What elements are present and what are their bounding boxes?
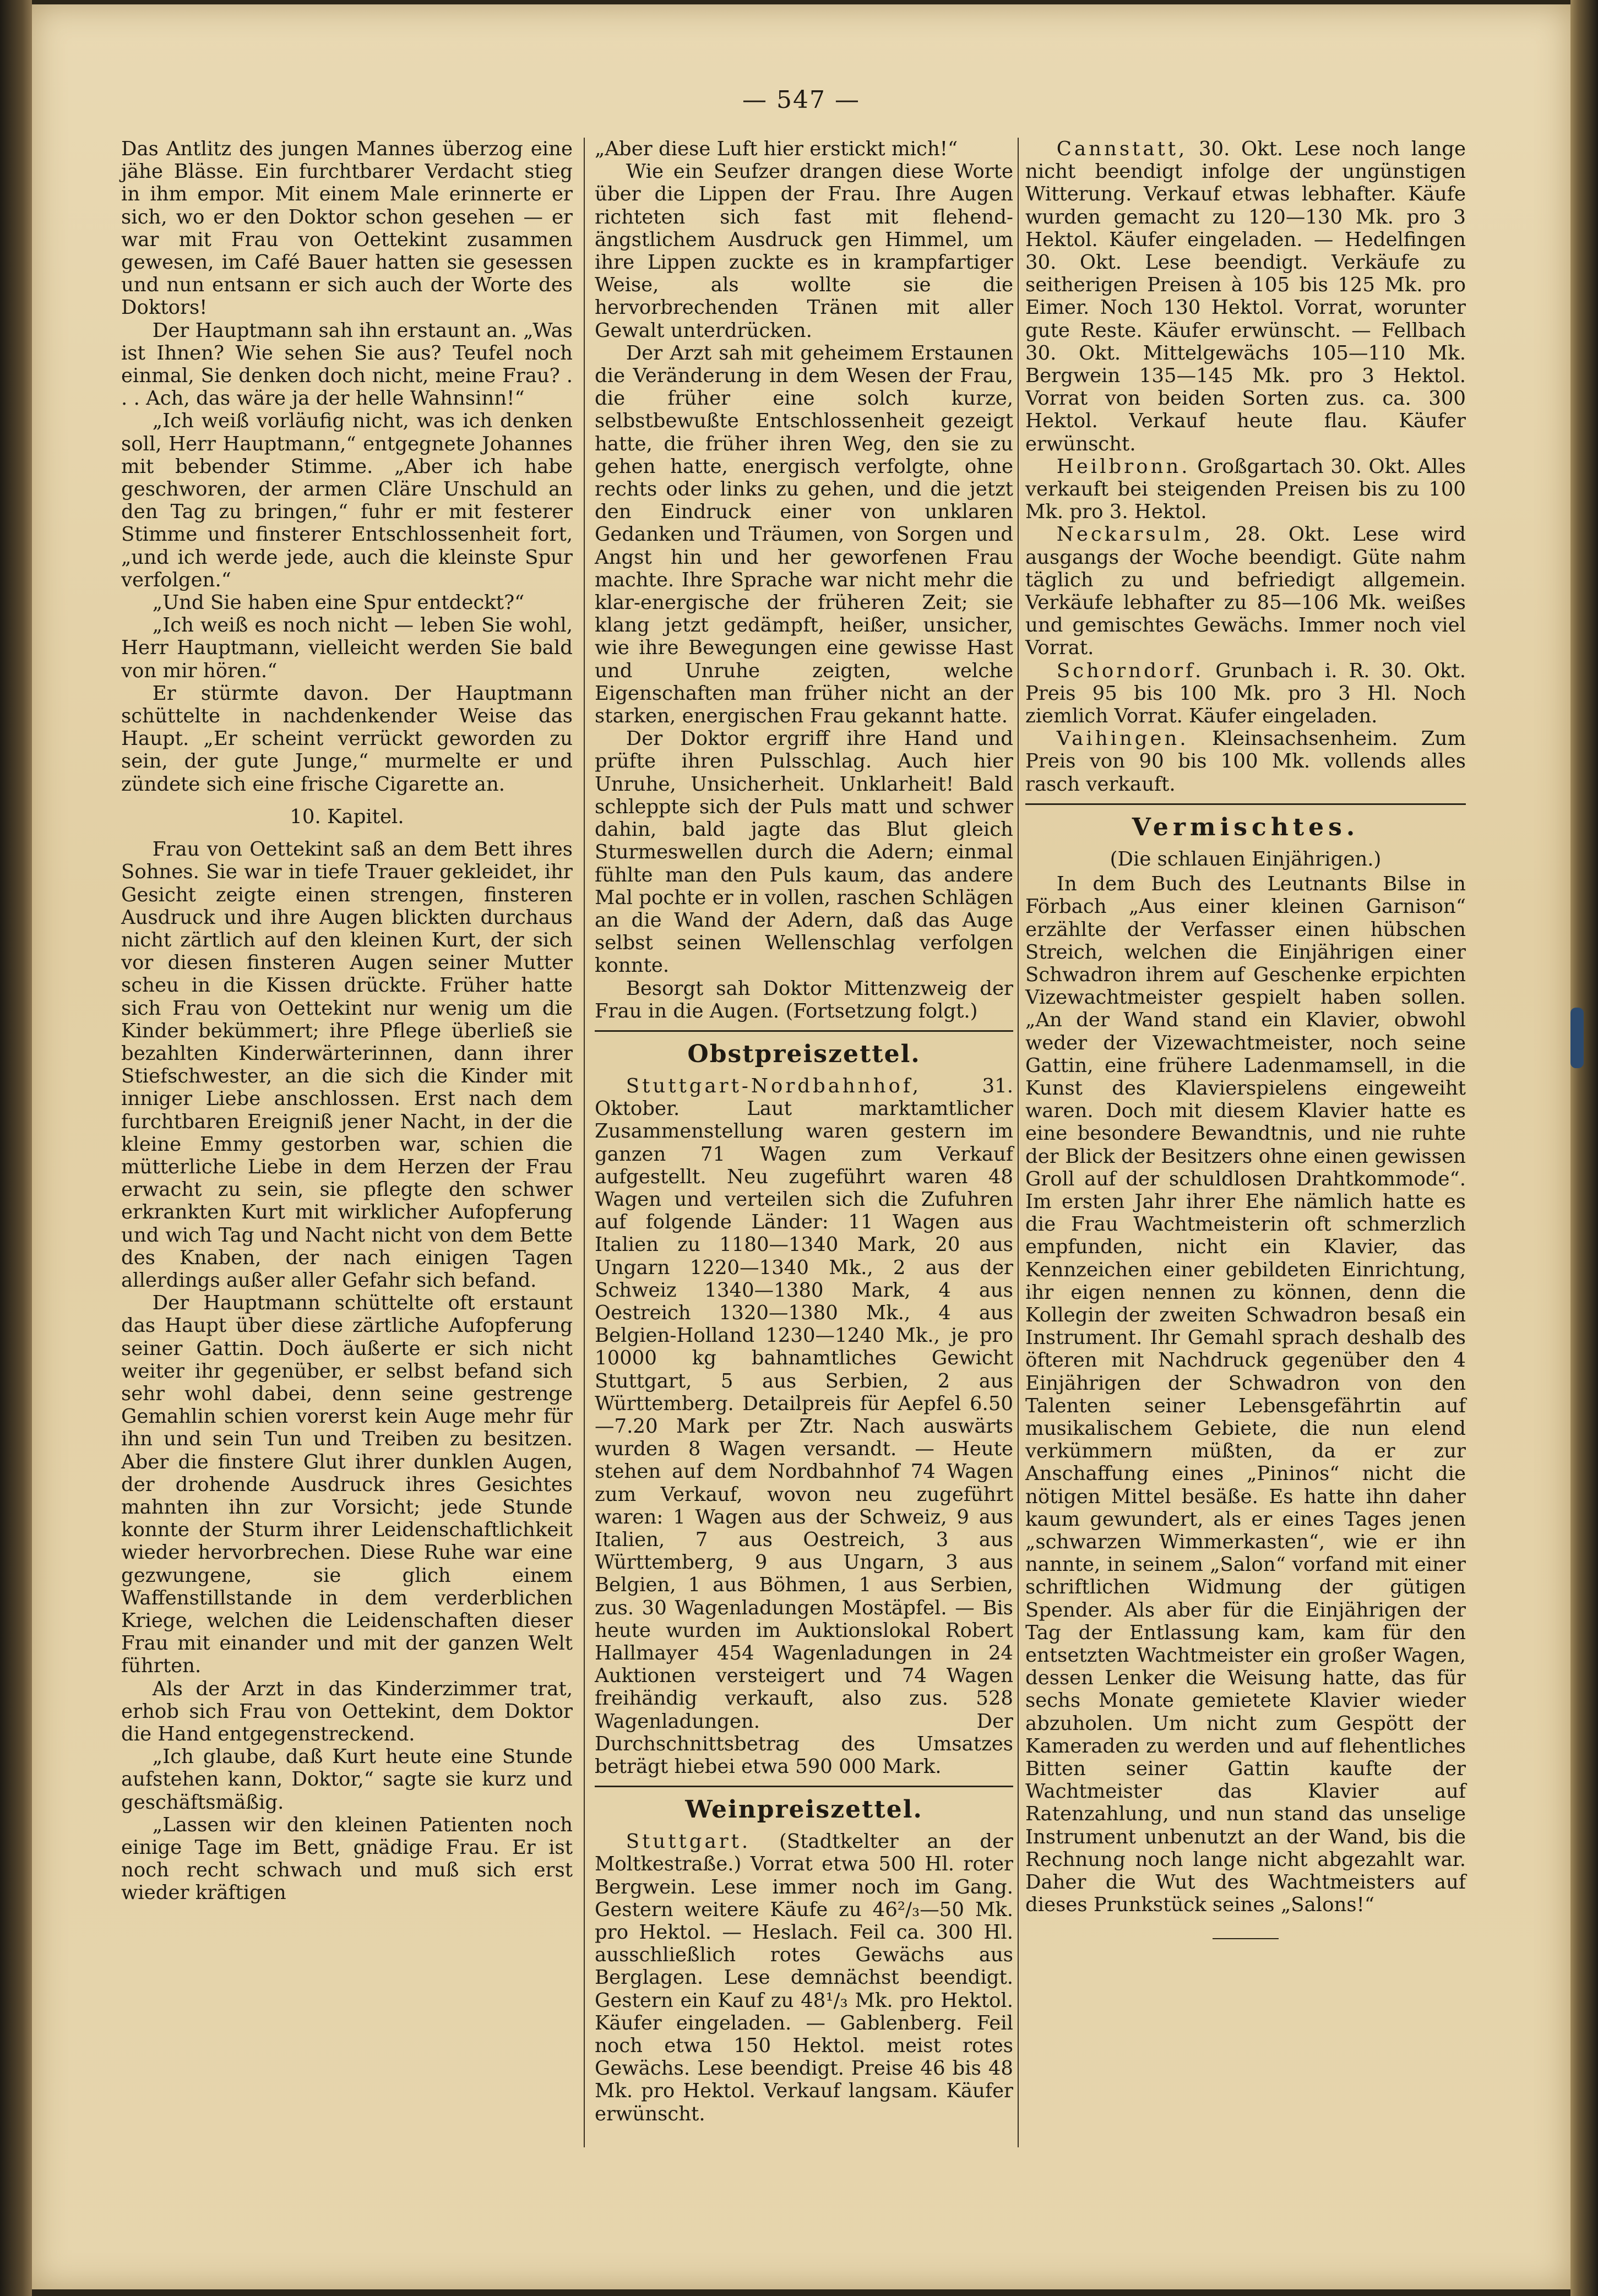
page-clip [1570,1008,1584,1068]
story-paragraph: „Ich weiß es noch nicht — leben Sie wohl, Herr Hauptmann, vielleicht werden Sie bald von mir hören.“ [121,614,573,682]
wein-text: (Stadtkelter an der Moltkestraße.) Vorrat etwa 500 Hl. roter Bergwein. Lese immer noch im Gang. Gestern weitere Käufe zu 46²/₃—50 Mk. pro Hektol. — Heslach. Feil ca. 300 Hl. ausschließlich rotes Gewächs aus Berglagen. Lese demnächst beendigt. Gestern ein Kauf zu 48¹/₃ Mk. pro Hektol. Käufer eingeladen. — Gablenberg. Feil noch etwa 150 Hektol. meist rotes Gewächs. Lese beendigt. Preise 46 bis 48 Mk. pro Hektol. Verkauf langsam. Käufer erwünscht. [595,1830,1013,2125]
story-paragraph: „Aber diese Luft hier erstickt mich!“ [595,138,958,160]
wein-place: Stuttgart. [626,1830,751,1853]
column-rule-2 [1018,138,1019,2147]
report-place: Schorndorf. [1056,659,1204,682]
book-spine-left [0,0,32,2296]
story-paragraph: Das Antlitz des jungen Mannes überzog eine jähe Blässe. Ein furchtbarer Verdacht stieg in ihm empor. Mit einem Male erinnerte er sich, wo er den Doktor schon gesehen — er war mit Frau von Oettekint zusammen gewesen, im Café Bauer hatten sie gesessen und nun entsann er sich auch der Worte des Doktors! [121,138,573,319]
story-paragraph: Der Doktor ergriff ihre Hand und prüfte ihren Pulsschlag. Auch hier Unruhe, Unsicherheit. Unklarheit! Bald schleppte sich der Puls matt und schwer dahin, bald jagte das Blut gleich Sturmeswellen durch die Adern; einmal fühlte man den Puls kaum, das andere Mal pochte er in vollen, raschen Schlägen an die Wand der Adern, daß das Auge selbst seinen Wellenschlag verfolgen konnte. [595,727,1013,977]
story-paragraph: Wie ein Seufzer drangen diese Worte über die Lippen der Frau. Ihre Augen richteten sich fast mit flehend-ängstlichem Ausdruck gen Himmel, um ihre Lippen zuckte es in krampfartiger Weise, als wollte sie die hervorbrechenden Tränen mit aller Gewalt unterdrücken. [595,160,1013,342]
page-number: — 547 — [742,86,860,114]
report-text: Kleinsachsenheim. Zum Preis von 90 bis 100 Mk. vollends alles rasch verkauft. [1025,727,1466,796]
obst-place: Stuttgart-Nordbahnhof, [626,1074,922,1097]
story-paragraph: Der Hauptmann schüttelte oft erstaunt das Haupt über diese zärtliche Aufopferung seiner Gattin. Doch äußerte er sich nicht weiter ihr gegenüber, er selbst befand sich sehr wohl dabei, denn seine gestrenge Gemahlin schien vorerst kein Auge mehr für ihn und sein Tun und Treiben zu besitzen. Aber die finstere Glut ihrer dunklen Augen, der drohende Ausdruck ihres Gesichtes mahnten ihn zur Vorsicht; jede Stunde konnte der Sturm ihrer Leidenschaftlichkeit wieder hervorbrechen. Diese Ruhe war eine gezwungene, sie glich einem Waffenstillstande in dem verderblichen Kriege, welchen die Leidenschaften dieser Frau mit einander und mit der ganzen Welt führten. [121,1292,573,1678]
vermischtes-heading: Vermischtes. [1025,803,1466,842]
story-paragraph: „Lassen wir den kleinen Patienten noch einige Tage im Bett, gnädige Frau. Er ist noch recht schwach und muß sich erst wieder kräftigen [121,1813,573,1905]
report-place: Neckarsulm, [1056,523,1213,546]
report-place: Vaihingen. [1056,727,1189,750]
story-paragraph: Der Hauptmann sah ihn erstaunt an. „Was ist Ihnen? Wie sehen Sie aus? Teufel noch einmal, Sie denken doch nicht, meine Frau? . . . Ach, das wäre ja der helle Wahnsinn!“ [121,319,573,410]
market-report [1025,138,1466,455]
report-text: Grunbach i. R. 30. Okt. Preis 95 bis 100 Mk. pro 3 Hl. Noch ziemlich Vorrat. Käufer eingeladen. [1025,659,1466,728]
wein-report [595,1830,1013,2125]
column-1 [121,138,573,1905]
market-report [1025,523,1466,659]
end-rule [1213,1938,1279,1939]
story-paragraph: „Ich glaube, daß Kurt heute eine Stunde aufstehen kann, Doktor,“ sagte sie kurz und geschäftsmäßig. [121,1745,573,1814]
obst-text: 31. Oktober. Laut marktamtlicher Zusammenstellung waren gestern im ganzen 71 Wagen zum Verkauf aufgestellt. Neu zugeführt waren 48 Wagen und verteilen sich die Zufuhren auf folgende Länder: 11 Wagen aus Italien zu 1180—1340 Mark, 20 aus Ungarn 1220—1340 Mk., 2 aus der Schweiz 1340—1380 Mark, 4 aus Oestreich 1320—1380 Mk., 4 aus Belgien-Holland 1230—1240 Mk., je pro 10000 kg bahnamtliches Gewicht Stuttgart, 5 aus Serbien, 2 aus Württemberg. Detailpreis für Aepfel 6.50—7.20 Mark per Ztr. Nach auswärts wurden 8 Wagen versandt. — Heute stehen auf dem Nordbahnhof 74 Wagen zum Verkauf, wovon neu zugeführt waren: 1 Wagen aus der Schweiz, 9 aus Italien, 7 aus Oestreich, 3 aus Württemberg, 9 aus Ungarn, 3 aus Belgien, 1 aus Böhmen, 1 aus Serbien, zus. 30 Wagenladungen Mostäpfel. — Bis heute wurden im Auktionslokal Robert Hallmayer 454 Wagenladungen in 24 Auktionen versteigert und 74 Wagen freihändig verkauft, also zus. 528 Wagenladungen. Der Durchschnittsbetrag des Umsatzes beträgt hiebei etwa 590 000 Mark. [595,1074,1013,1778]
market-report [1025,455,1466,524]
story-paragraph: Besorgt sah Doktor Mittenzweig der Frau in die Augen. (Fortsetzung folgt.) [595,977,1013,1022]
column-2 [595,138,1013,2125]
wein-heading: Weinpreiszettel. [595,1786,1013,1825]
story-paragraph: Der Arzt sah mit geheimem Erstaunen die Veränderung in dem Wesen der Frau, die früher eine solch kurze, selbstbewußte Entschlossenheit gezeigt hatte, die früher ihren Weg, den sie zu gehen hatte, energisch verfolgte, ohne rechts oder links zu gehen, und die jetzt den Eindruck einer von unklaren Gedanken und Träumen, von Sorgen und Angst hin und her geworfenen Frau machte. Ihre Sprache war nicht mehr die klar-energische der früheren Zeit; sie klang jetzt gedämpft, heißer, unsicher, wie ihre Bewegungen eine gewisse Hast und Unruhe zeigten, welche Eigenschaften man früher nicht an der starken, energischen Frau gekannt hatte. [595,341,1013,728]
market-report [1025,727,1466,796]
obst-report [595,1075,1013,1778]
report-text: Großgartach 30. Okt. Alles verkauft bei steigenden Preisen bis zu 100 Mk. pro 3. Hektol. [1025,455,1466,524]
column-3 [1025,138,1466,1939]
story-paragraph: Als der Arzt in das Kinderzimmer trat, erhob sich Frau von Oettekint, dem Doktor die Hand entgegenstreckend. [121,1677,573,1746]
story-paragraph: Er stürmte davon. Der Hauptmann schüttelte in nachdenkender Weise das Haupt. „Er scheint verrückt geworden zu sein, der gute Junge,“ murmelte er und zündete sich eine frische Cigarette an. [121,682,573,796]
obst-heading: Obstpreiszettel. [595,1030,1013,1069]
chapter-heading: 10. Kapitel. [290,805,404,828]
column-rule-1 [584,138,585,2147]
story-paragraph: „Und Sie haben eine Spur entdeckt?“ [152,591,525,614]
report-text: 28. Okt. Lese wird ausgangs der Woche beendigt. Güte nahm täglich zu und befriedigt allgemein. Verkäufe lebhafter zu 85—106 Mk. weißes und gemischtes Gewächs. Immer noch viel Vorrat. [1025,523,1466,660]
market-report [1025,660,1466,728]
vermischtes-subheading: (Die schlauen Einjährigen.) [1110,847,1382,870]
vermischtes-paragraph: In dem Buch des Leutnants Bilse in Förbach „Aus einer kleinen Garnison“ erzählte der Verfasser einen hübschen Streich, welchen die Einjährigen einer Schwadron ihrem auf Geschenke erpichten Vizewachtmeister gespielt haben sollen. „An der Wand stand ein Klavier, obwohl weder der Vizewachtmeister, noch seine Gattin, eine frühere Ladenmamsell, in die Kunst des Klavierspielens eingeweiht waren. Doch mit diesem Klavier hatte es eine besondere Bewandtnis, und nie ruhte der Blick der Besitzers ohne einen gewissen Groll auf der schuldlosen Drahtkommode“. Im ersten Jahr ihrer Ehe nämlich hatte es die Frau Wachtmeisterin oft schmerzlich empfunden, nicht ein Klavier, das Kennzeichen einer gebildeten Einrichtung, ihr eigen nennen zu können, denn die Kollegin der zweiten Schwadron besaß ein Instrument. Ihr Gemahl sprach deshalb des öfteren mit Nachdruck gegenüber den 4 Einjährigen der Schwadron von den Talenten seiner Lebensgefährtin auf musikalischem Gebiete, die nun elend verkümmern müßten, da er zur Anschaffung eines „Pininos“ nicht die nötigen Mittel besäße. Es hatte ihn daher kaum gewundert, als er eines Tages jenen „schwarzen Wimmerkasten“, wie er ihn nannte, in seinem „Salon“ vorfand mit einer schriftlichen Widmung der gütigen Spender. Als aber für die Einjährigen der Tag der Entlassung kam, kam für den entsetzten Wachtmeister ein großer Wagen, dessen Lenker die Weisung hatte, das für sechs Monate gemietete Klavier wieder abzuholen. Um nicht zum Gespött der Kameraden zu werden und auf flehentliches Bitten seiner Gattin kaufte der Wachtmeister das Klavier auf Ratenzahlung, und nun stand das unselige Instrument unbenutzt an der Wand, bis die Rechnung noch lange nicht abgezahlt war. Daher die Wut des Wachtmeisters auf dieses Prunkstück seines „Salons!“ [1025,873,1466,1917]
story-paragraph: Frau von Oettekint saß an dem Bett ihres Sohnes. Sie war in tiefe Trauer gekleidet, ihr Gesicht zeigte einen strengen, finsteren Ausdruck und ihre Augen blickten durchaus nicht zärtlich auf den kleinen Kurt, der sich vor diesen finsteren Augen seiner Mutter scheu in die Kissen drückte. Früher hatte sich Frau von Oettekint nur wenig um die Kinder bekümmert; ihre Pflege überließ sie bezahlten Kinderwärterinnen, dann ihrer Stiefschwester, an die sich die Kinder mit inniger Liebe anschlossen. Erst nach dem furchtbaren Ereigniß jener Nacht, in der die kleine Emmy gestorben war, schien die mütterliche Liebe in dem Herzen der Frau erwacht zu sein, sie pflegte den schwer erkrankten Kurt mit wirklicher Aufopferung und wich Tag und Nacht nicht von dem Bette des Knaben, der nach einigen Tagen allerdings außer aller Gefahr sich befand. [121,838,573,1292]
report-place: Heilbronn. [1056,455,1191,478]
book-edge-right [1570,0,1598,2296]
story-paragraph: „Ich weiß vorläufig nicht, was ich denken soll, Herr Hauptmann,“ entgegnete Johannes mit bebender Stimme. „Aber ich habe geschworen, der armen Cläre Unschuld an den Tag zu bringen,“ fuhr er mit festerer Stimme und finsterer Entschlossenheit fort, „und ich werde jede, auch die kleinste Spur verfolgen.“ [121,410,573,591]
report-place: Cannstatt, [1056,138,1188,160]
report-text: 30. Okt. Lese noch lange nicht beendigt infolge der ungünstigen Witterung. Verkauf etwas lebhafter. Käufe wurden gemacht zu 120—130 Mk. pro 3 Hektol. Käufer eingeladen. — Hedelfingen 30. Okt. Lese beendigt. Verkäufe zu seitherigen Preisen à 105 bis 125 Mk. pro Eimer. Noch 130 Hektol. Vorrat, worunter gute Reste. Käufer erwünscht. — Fellbach 30. Okt. Mittelgewächs 105—110 Mk. Bergwein 135—145 Mk. pro 3 Hektol. Vorrat von beiden Sorten zus. ca. 300 Hektol. Verkauf heute flau. Käufer erwünscht. [1025,138,1466,455]
